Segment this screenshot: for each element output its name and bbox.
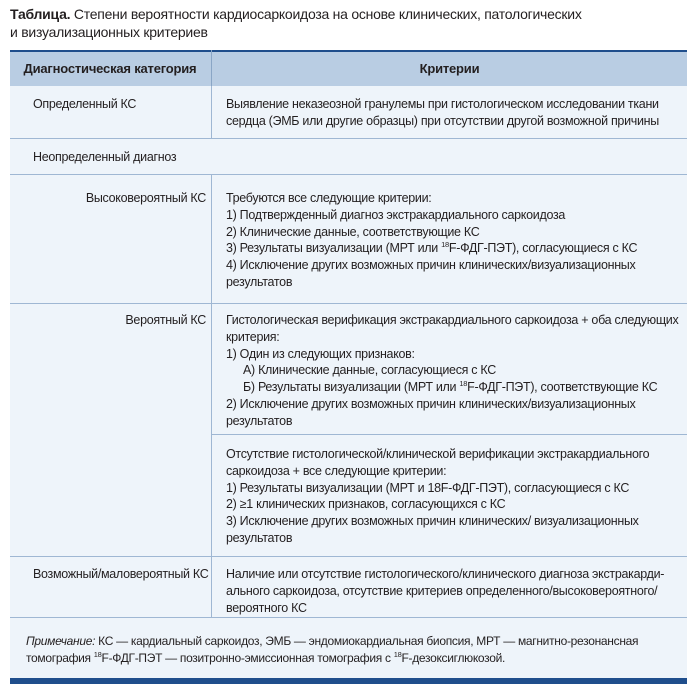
caption-prefix: Таблица. — [10, 6, 71, 22]
row-divider — [10, 303, 687, 304]
category-possible: Возможный/маловероятный КС — [33, 567, 209, 581]
row-divider — [10, 556, 687, 557]
category-high-probability: Высоковероятный КС — [85, 191, 206, 205]
table-note: Примечание: КС — кардиальный саркоидоз, ЭМБ — эндомиокардиальная биопсия, МРТ — магнитно-резонансная томография $^{18}$F-ФДГ-ПЭТ — позитронно-эмиссионная томография с $^{18}$F-дезоксиглюкозой. — [26, 634, 639, 665]
header-criteria: Критерии — [419, 61, 480, 76]
criteria-line: Б) Результаты визуализации (МРТ или $^{18}$F-ФДГ-ПЭТ), соответствующие КС — [243, 379, 658, 395]
criteria-line: 3) Исключение других возможных причин клинических/ визуализационных — [226, 514, 639, 529]
criteria-line: результатов — [226, 530, 293, 545]
criteria-line: вероятного КС — [226, 600, 307, 615]
superscript: 18 — [393, 649, 402, 659]
header-category: Диагностическая категория — [23, 61, 197, 76]
category-uncertain: Неопределенный диагноз — [33, 150, 177, 164]
caption-line-2: и визуализационных критериев — [10, 24, 208, 40]
criteria-line: ального саркоидоза, отсутствие критериев определенного/высоковероятного/ — [226, 583, 658, 598]
criteria-line: Требуются все следующие критерии: — [226, 191, 432, 205]
criteria-line: критерия: — [226, 329, 280, 344]
criteria-line: 1) Подтвержденный диагноз экстракардиального саркоидоза — [226, 207, 566, 222]
criteria-possible — [226, 566, 676, 616]
criteria-line: Гистологическая верификация экстракардиального саркоидоза + оба следующих — [226, 313, 679, 327]
criteria-line: Отсутствие гистологической/клинической верификации экстракардиального — [226, 447, 650, 461]
criteria-line: 2) Клинические данные, соответствующие КС — [226, 224, 480, 239]
criteria-line: 4) Исключение других возможных причин клинических/визуализационных — [226, 258, 636, 273]
criteria-definite — [226, 96, 676, 130]
criteria-probable-b — [226, 446, 676, 547]
criteria-line: 2) Исключение других возможных причин клинических/визуализационных — [226, 396, 636, 411]
caption-line-1: Степени вероятности кардиосаркоидоза на основе клинических, патологических — [73, 6, 582, 22]
table-bottom-bar — [10, 678, 687, 684]
superscript: 18 — [459, 379, 468, 389]
column-divider — [211, 174, 212, 617]
column-divider — [211, 86, 212, 138]
table-caption — [10, 5, 685, 41]
criteria-line: Выявление неказеозной гранулемы при гистологическом исследовании ткани — [226, 97, 659, 111]
criteria-table — [10, 50, 687, 684]
criteria-probable-a — [226, 312, 679, 430]
table-header — [10, 50, 687, 86]
criteria-line: результатов — [226, 274, 293, 289]
criteria-line: А) Клинические данные, согласующиеся с КС — [243, 363, 496, 378]
criteria-line: 1) Результаты визуализации (МРТ и 18F-ФДГ-ПЭТ), согласующиеся с КС — [226, 480, 630, 495]
category-definite: Определенный КС — [33, 97, 137, 111]
criteria-line: Наличие или отсутствие гистологического/клинического диагноза экстракарди- — [226, 567, 665, 581]
criteria-line: результатов — [226, 413, 293, 428]
criteria-high-probability — [226, 190, 676, 291]
note-text: КС — кардиальный саркоидоз, ЭМБ — эндомиокардиальная биопсия, МРТ — магнитно-резонансная — [95, 634, 639, 648]
note-label: Примечание: — [26, 634, 96, 648]
criteria-line: 1) Один из следующих признаков: — [226, 346, 415, 361]
row-divider — [211, 434, 687, 435]
row-divider — [10, 617, 687, 618]
category-probable: Вероятный КС — [125, 313, 206, 327]
superscript: 18 — [93, 649, 102, 659]
row-divider — [10, 174, 687, 175]
criteria-line: саркоидоза + все следующие критерии: — [226, 463, 447, 478]
header-divider — [211, 50, 212, 86]
criteria-line: 3) Результаты визуализации (МРТ или $^{18}$F-ФДГ-ПЭТ), согласующиеся с КС — [226, 240, 638, 256]
criteria-line: 2) ≥1 клинических признаков, согласующихся с КС — [226, 497, 506, 512]
row-divider — [10, 138, 687, 139]
criteria-line: сердца (ЭМБ или другие образцы) при отсутствии другой возможной причины — [226, 113, 659, 128]
superscript: 18 — [441, 240, 449, 250]
